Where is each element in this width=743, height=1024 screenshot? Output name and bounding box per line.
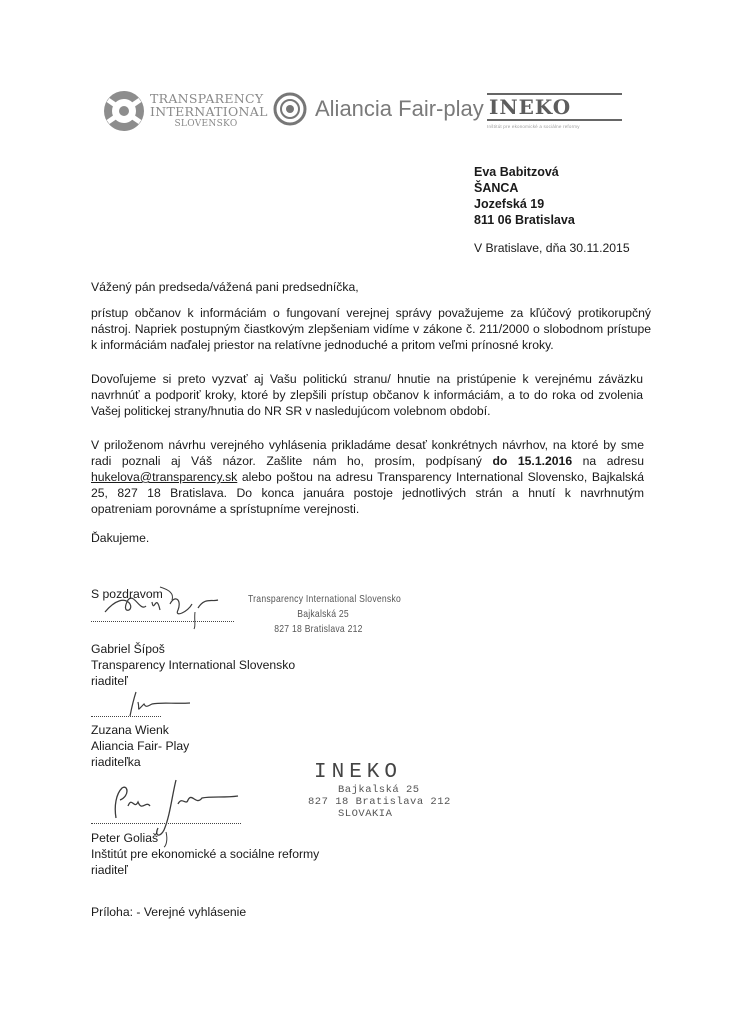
paragraph-3-line: opatreniam porovnáme a sprístupníme verejnosti.: [91, 502, 360, 516]
salutation: Vážený pán predseda/vážená pani predsedníčka,: [91, 280, 359, 294]
ineko-logo: [487, 93, 622, 129]
recipient-street: Jozefská 19: [474, 197, 545, 211]
fair-play-logo-text: Aliancia Fair-play: [315, 96, 484, 121]
stamp-ti-line3: 827 18 Bratislava 212: [274, 623, 363, 635]
signatory-2: [91, 722, 189, 770]
signature-line-1: [91, 620, 234, 622]
ti-logo-line2: INTERNATIONAL: [150, 104, 268, 119]
stamp-ineko-title: INEKO: [314, 761, 403, 784]
stamp-ti-line1: Transparency International Slovensko: [248, 593, 402, 605]
signature-sipos: [100, 582, 230, 630]
paragraph-3-text: alebo poštou na adresu Transparency International Slovensko, Bajkalská: [237, 470, 644, 484]
paragraph-3-line: [91, 453, 644, 469]
signature-line-2: [91, 715, 161, 717]
stamp-ineko-line2: 827 18 Bratislava 212: [308, 796, 451, 808]
stamp-ineko: [308, 761, 458, 820]
signatory-3-org: Inštitút pre ekonomické a sociálne reformy: [91, 847, 320, 861]
deadline-date: do 15.1.2016: [492, 454, 573, 468]
paragraph-3: [91, 437, 644, 517]
recipient-address: [474, 164, 674, 228]
recipient-name: Eva Babitzová: [474, 165, 559, 179]
stamp-ineko-line3: SLOVAKIA: [338, 808, 393, 820]
signatory-2-role: riaditeľka: [91, 755, 141, 769]
letterhead: [0, 0, 743, 150]
ineko-logo-text: INEKO: [489, 95, 572, 119]
date-line: V Bratislave, dňa 30.11.2015: [474, 241, 630, 255]
recipient-city: 811 06 Bratislava: [474, 213, 575, 227]
paragraph-3-text: radi poznali aj Váš názor. Zašlite nám ho, prosím, podpísaný: [91, 454, 493, 468]
signatory-1-org: Transparency International Slovensko: [91, 658, 296, 672]
ineko-logo-subtitle: Inštitút pre ekonomické a sociálne reformy: [487, 124, 580, 129]
paragraph-1-line: nástroj. Napriek postupným čiastkovým zlepšeniam vidíme v zákone č. 211/2000 o slobodnom prístupe: [91, 322, 651, 336]
ti-logo-line1: TRANSPARENCY: [150, 91, 264, 106]
paragraph-2-line: navrhnúť a podporiť kroky, ktoré by zlepšili prístup občanov k informáciám, a to do roka od zvolenia: [91, 388, 643, 402]
paragraph-1-line: prístup občanov k informáciám o fungovaní verejnej správy považujeme za kľúčový protikorupčný: [91, 306, 651, 320]
stamp-transparency: [248, 592, 412, 637]
paragraph-3-text: na adresu: [572, 454, 645, 468]
ti-logo-line3: SLOVENSKO: [174, 119, 238, 129]
paragraph-2: [91, 371, 643, 419]
signatory-1-role: riaditeľ: [91, 674, 128, 688]
paragraph-3-line: 25, 827 18 Bratislava. Do konca januára postoje jednotlivých strán a hnutí k navrhnutým: [91, 486, 644, 500]
fair-play-logo-icon: [273, 92, 307, 126]
paragraph-2-line: Dovoľujeme si preto vyzvať aj Vašu politickú stranu/ hnutie na pristúpenie k verejnému záväzku: [91, 372, 643, 386]
stamp-ti-line2: Bajkalská 25: [297, 608, 349, 620]
signatory-2-org: Aliancia Fair- Play: [91, 739, 190, 753]
signatory-3-name: Peter Goliaš: [91, 831, 159, 845]
recipient-org: ŠANCA: [474, 181, 519, 195]
signatory-2-name: Zuzana Wienk: [91, 723, 169, 737]
signatory-1-name: Gabriel Šípoš: [91, 642, 165, 656]
paragraph-3-line: V priloženom návrhu verejného vyhlásenia prikladáme desať konkrétnych návrhov, na ktoré by sme: [91, 438, 644, 452]
signatory-1: [91, 641, 295, 689]
signatory-3-role: riaditeľ: [91, 863, 128, 877]
email-link[interactable]: hukelova@transparency.sk: [91, 470, 238, 484]
paragraph-3-line: [91, 469, 644, 485]
stamp-ineko-line1: Bajkalská 25: [338, 784, 420, 796]
paragraph-1: [91, 305, 651, 353]
paragraph-1-line: k informáciám naďalej priestor na relatívne jednoduché a pritom veľmi prínosné kroky.: [91, 338, 554, 352]
signature-line-3: [91, 822, 241, 824]
thanks: Ďakujeme.: [91, 531, 150, 545]
attachment: Príloha: - Verejné vyhlásenie: [91, 905, 247, 919]
paragraph-2-line: Vašej politickej strany/hnutia do NR SR v nasledujúcom volebnom období.: [91, 404, 491, 418]
transparency-international-logo-icon: [100, 86, 148, 136]
signatory-3: [91, 830, 319, 878]
closing: S pozdravom: [91, 587, 163, 601]
